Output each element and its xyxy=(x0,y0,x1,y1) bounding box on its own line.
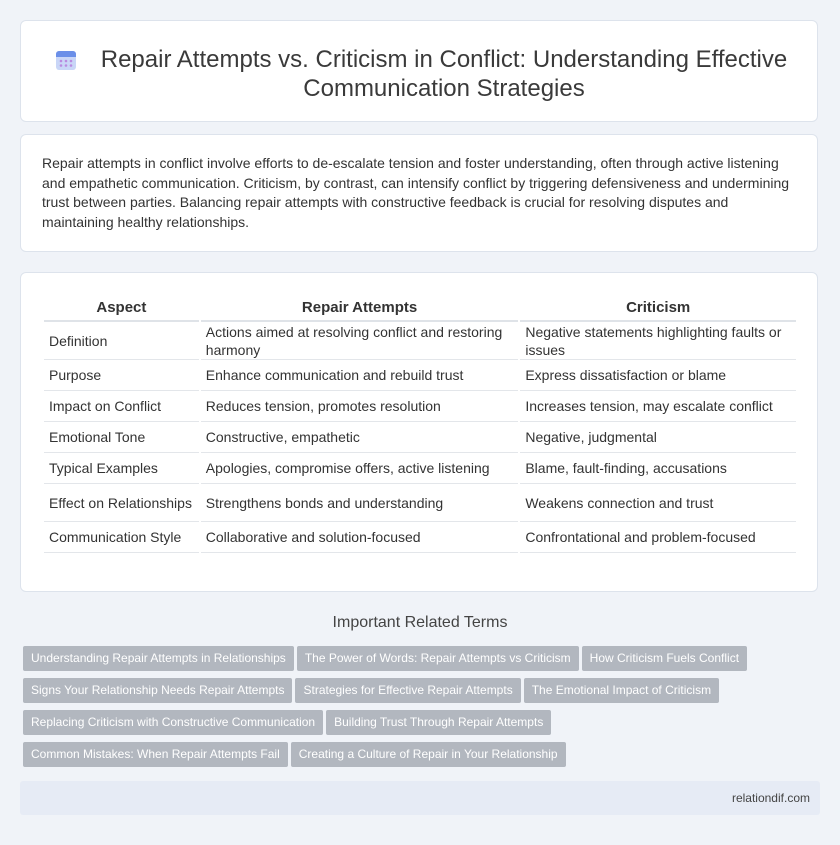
table-cell: Strengthens bonds and understanding xyxy=(201,484,519,522)
related-term-tag[interactable]: Replacing Criticism with Constructive Communication xyxy=(23,710,323,735)
table-cell: Definition xyxy=(44,322,199,360)
related-term-tag[interactable]: The Power of Words: Repair Attempts vs Criticism xyxy=(297,646,579,671)
footer xyxy=(20,781,820,815)
table-cell: Weakens connection and trust xyxy=(520,484,796,522)
calendar-icon xyxy=(54,48,78,72)
table-row xyxy=(44,422,796,453)
intro-card xyxy=(20,134,818,252)
comparison-card xyxy=(20,272,818,592)
table-cell: Negative statements highlighting faults or issues xyxy=(520,322,796,360)
footer-site-link[interactable]: relationdif.com xyxy=(731,791,810,805)
table-row xyxy=(44,360,796,391)
related-term-tag[interactable]: How Criticism Fuels Conflict xyxy=(582,646,747,671)
table-cell: Enhance communication and rebuild trust xyxy=(201,360,519,391)
comparison-table xyxy=(42,295,798,553)
table-cell: Apologies, compromise offers, active listening xyxy=(201,453,519,484)
related-term-tag[interactable]: The Emotional Impact of Criticism xyxy=(524,678,719,703)
table-cell: Emotional Tone xyxy=(44,422,199,453)
related-term-tag[interactable]: Building Trust Through Repair Attempts xyxy=(326,710,551,735)
table-cell: Increases tension, may escalate conflict xyxy=(520,391,796,422)
related-term-tag[interactable]: Strategies for Effective Repair Attempts xyxy=(295,678,520,703)
page-title: Repair Attempts vs. Criticism in Conflict: Understanding Effective Communication Strategies xyxy=(100,46,788,102)
table-row xyxy=(44,391,796,422)
table-row xyxy=(44,484,796,522)
column-header-repair-attempts: Repair Attempts xyxy=(201,295,519,322)
tag-row xyxy=(23,678,722,703)
related-term-tag[interactable]: Common Mistakes: When Repair Attempts Fail xyxy=(23,742,288,767)
table-cell: Express dissatisfaction or blame xyxy=(520,360,796,391)
table-cell: Impact on Conflict xyxy=(44,391,199,422)
tag-row xyxy=(23,646,750,671)
table-cell: Reduces tension, promotes resolution xyxy=(201,391,519,422)
table-cell: Purpose xyxy=(44,360,199,391)
tag-row xyxy=(23,710,554,735)
related-terms-heading: Important Related Terms xyxy=(332,614,508,631)
table-cell: Actions aimed at resolving conflict and restoring harmony xyxy=(201,322,519,360)
table-cell: Confrontational and problem-focused xyxy=(520,522,796,553)
column-header-aspect: Aspect xyxy=(44,295,199,322)
related-term-tag[interactable]: Signs Your Relationship Needs Repair Attempts xyxy=(23,678,292,703)
table-row xyxy=(44,453,796,484)
table-cell: Constructive, empathetic xyxy=(201,422,519,453)
intro-paragraph: Repair attempts in conflict involve efforts to de-escalate tension and foster understanding, often through active listening and empathetic communication. Criticism, by contrast, can intensify conflict by triggering defensiveness and undermining trust between parties. Balancing repair attempts with constructive feedback is crucial for resolving disputes and maintaining healthy relationships. xyxy=(42,155,790,230)
table-cell: Typical Examples xyxy=(44,453,199,484)
title-card xyxy=(20,20,818,122)
table-cell: Collaborative and solution-focused xyxy=(201,522,519,553)
related-term-tag[interactable]: Understanding Repair Attempts in Relationships xyxy=(23,646,294,671)
table-cell: Blame, fault-finding, accusations xyxy=(520,453,796,484)
table-header-row xyxy=(44,295,796,322)
table-cell: Communication Style xyxy=(44,522,199,553)
tag-row xyxy=(23,742,569,767)
related-term-tag[interactable]: Creating a Culture of Repair in Your Relationship xyxy=(291,742,566,767)
table-row xyxy=(44,522,796,553)
column-header-criticism: Criticism xyxy=(520,295,796,322)
table-row xyxy=(44,322,796,360)
table-cell: Negative, judgmental xyxy=(520,422,796,453)
table-cell: Effect on Relationships xyxy=(44,484,199,522)
